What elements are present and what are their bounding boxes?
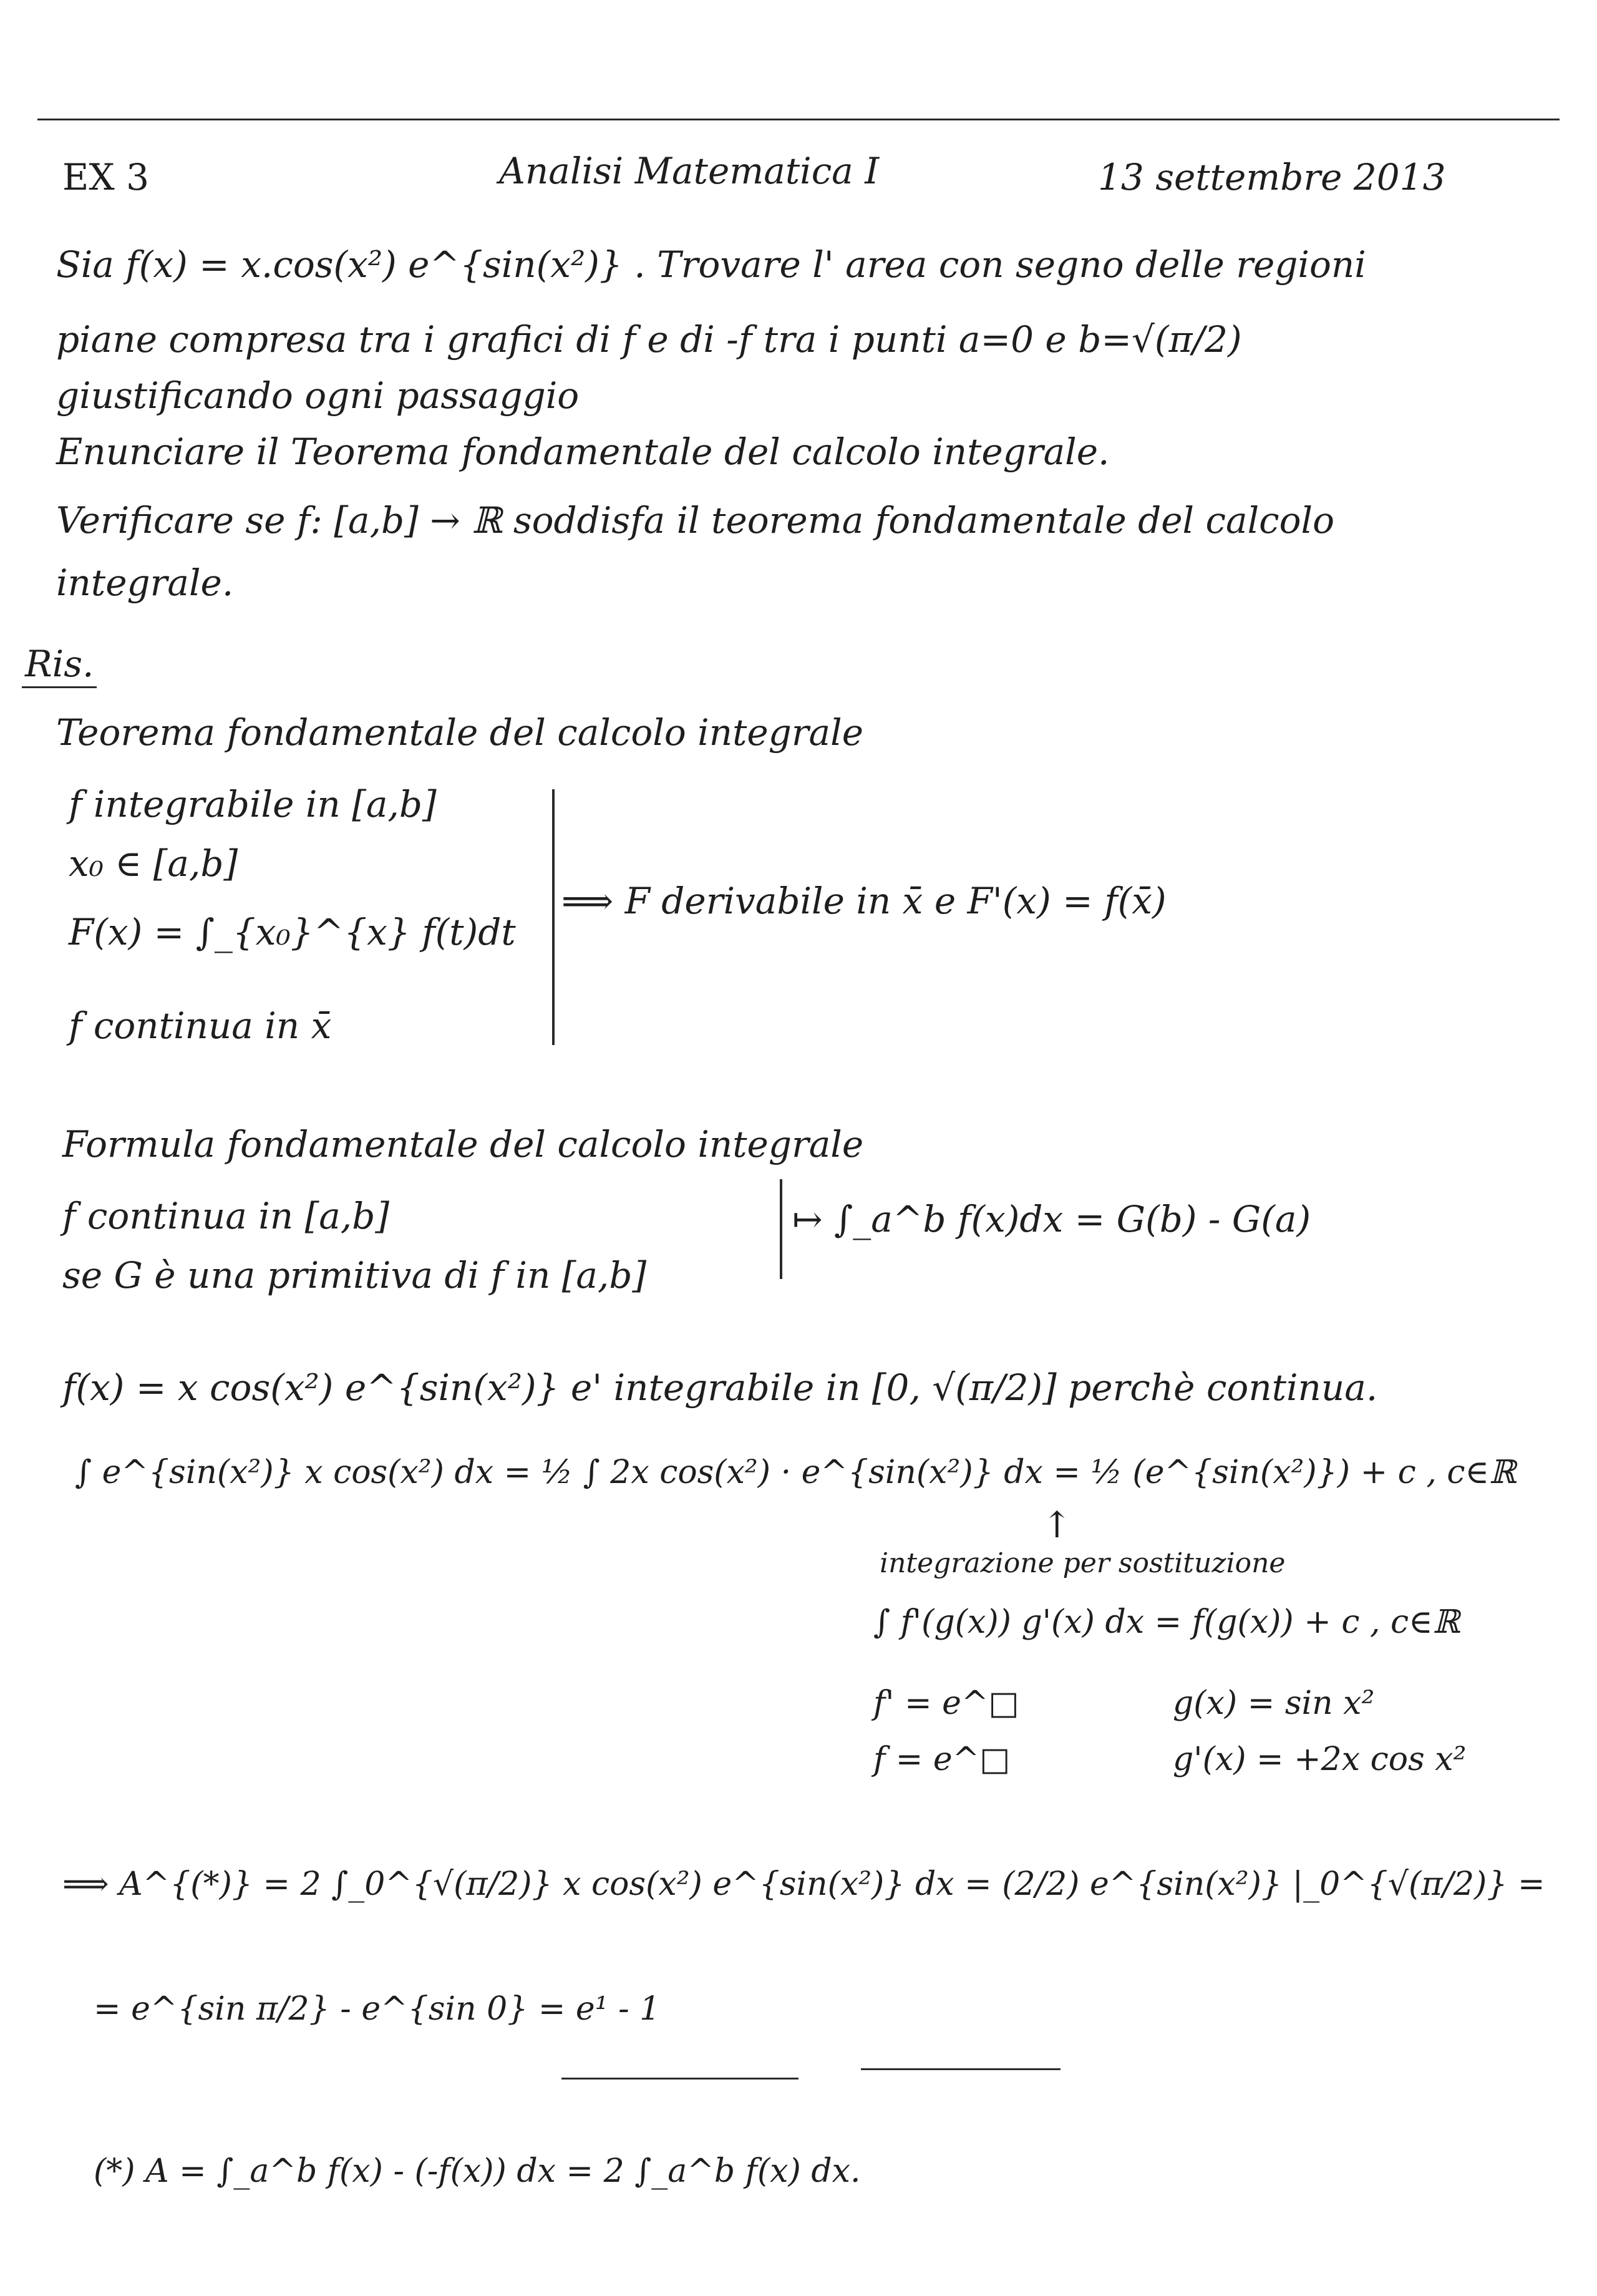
- theorem-hyp-3: F(x) = ∫_{x₀}^{x} f(t)dt: [69, 911, 516, 953]
- problem-line-5: Verificare se f: [a,b] → ℝ soddisfa il teorema fondamentale del calcolo: [56, 499, 1335, 542]
- problem-line-1: Sia f(x) = x.cos(x²) e^{sin(x²)} . Trovare l' area con segno delle regioni: [56, 243, 1366, 286]
- solution-label-underline: [22, 686, 97, 688]
- result-line: = e^{sin π/2} - e^{sin 0} = e¹ - 1: [94, 1990, 661, 2028]
- problem-line-4: Enunciare il Teorema fondamentale del calcolo integrale.: [56, 430, 1110, 473]
- integral-line: ∫ e^{sin(x²)} x cos(x²) dx = ½ ∫ 2x cos(x²) · e^{sin(x²)} dx = ½ (e^{sin(x²)}) + c , c∈ℝ: [75, 1454, 1517, 1491]
- formula-thesis: ↦ ∫_a^b f(x)dx = G(b) - G(a): [792, 1198, 1311, 1240]
- substitution-arrow: ↑: [1042, 1504, 1072, 1546]
- theorem-hyp-1: f integrabile in [a,b]: [69, 783, 437, 825]
- formula-divider: [780, 1179, 782, 1279]
- theorem-hyp-2: x₀ ∈ [a,b]: [69, 842, 238, 885]
- theorem-hyp-4: f continua in x̄: [69, 1004, 332, 1047]
- problem-line-2: piane compresa tra i grafici di f e di -f tra i punti a=0 e b=√(π/2): [56, 318, 1242, 361]
- exam-date: 13 settembre 2013: [1098, 156, 1446, 198]
- footnote-line: (*) A = ∫_a^b f(x) - (-f(x)) dx = 2 ∫_a^b f(x) dx.: [94, 2152, 861, 2190]
- solution-label: Ris.: [25, 643, 94, 685]
- area-line: ⟹ A^{(*)} = 2 ∫_0^{√(π/2)} x cos(x²) e^{sin(x²)} dx = (2/2) e^{sin(x²)} |_0^{√(π/2)} =: [62, 1865, 1545, 1903]
- top-rule: [37, 119, 1560, 120]
- result-separator-right: [861, 2068, 1061, 2070]
- formula-hyp-2: se G è una primitiva di f in [a,b]: [62, 1254, 647, 1296]
- theorem-title: Teorema fondamentale del calcolo integrale: [56, 711, 864, 754]
- result-separator-left: [561, 2078, 798, 2080]
- g-prime-def: g'(x) = +2x cos x²: [1173, 1741, 1467, 1778]
- formula-hyp-1: f continua in [a,b]: [62, 1195, 389, 1237]
- f-prime-def: f' = e^□: [873, 1685, 1019, 1722]
- integrability-line: f(x) = x cos(x²) e^{sin(x²)} e' integrabile in [0, √(π/2)] perchè continua.: [62, 1366, 1378, 1409]
- problem-line-6: integrale.: [56, 562, 234, 604]
- theorem-thesis: ⟹ F derivabile in x̄ e F'(x) = f(x̄): [561, 880, 1167, 922]
- substitution-label: integrazione per sostituzione: [880, 1547, 1286, 1579]
- formula-title: Formula fondamentale del calcolo integrale: [62, 1123, 864, 1165]
- f-def: f = e^□: [873, 1741, 1011, 1778]
- theorem-divider: [552, 789, 555, 1045]
- course-title: Analisi Matematica I: [499, 150, 880, 192]
- problem-line-3: giustificando ogni passaggio: [56, 374, 580, 417]
- exercise-label: EX 3: [62, 156, 149, 198]
- substitution-formula: ∫ f'(g(x)) g'(x) dx = f(g(x)) + c , c∈ℝ: [873, 1603, 1460, 1641]
- g-def: g(x) = sin x²: [1173, 1685, 1375, 1722]
